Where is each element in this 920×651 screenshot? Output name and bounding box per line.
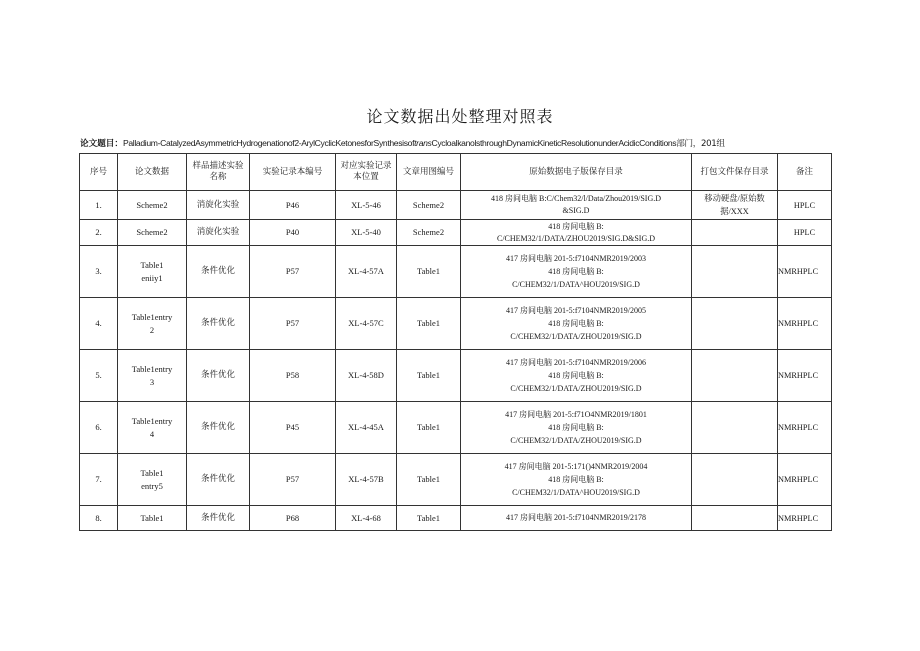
cell-sample-desc: 条件优化: [187, 454, 250, 506]
cell-archive: 移动硬盘/原始数据/XXX: [692, 191, 778, 220]
header-raw-path: 原始数据电子版保存目录: [461, 154, 692, 191]
cell-record-pos: XL-4-58D: [336, 350, 397, 402]
cell-raw-path: [461, 506, 692, 531]
cell-archive: [692, 506, 778, 531]
cell-sample-desc: 消旋化实验: [187, 191, 250, 220]
path-line: &SIG.D: [562, 206, 590, 215]
header-record-pos: 对应实验记录本位置: [336, 154, 397, 191]
table-row: [80, 506, 832, 531]
paper-subject-line: [80, 137, 910, 149]
cell-notebook-no: P57: [250, 298, 336, 350]
path-line: 418 房间电脑 B:: [548, 267, 604, 276]
cell-remark: NMRHPLC: [778, 506, 832, 531]
path-line: C/CHEM32/1/DATA/ZHOU2019/SIG.D: [510, 436, 642, 445]
header-archive: 打包文件保存目录: [692, 154, 778, 191]
path-line: C/CHEM32/1/DATA^HOU2019/SIG.D: [512, 488, 640, 497]
cell-archive: [692, 220, 778, 246]
table-header-row: [80, 154, 832, 191]
cell-raw-path: [461, 350, 692, 402]
cell-paper-data: [118, 298, 187, 350]
cell-sample-desc: 条件优化: [187, 350, 250, 402]
cell-raw-path: [461, 191, 692, 220]
cell-sample-desc: 条件优化: [187, 402, 250, 454]
cell-archive: [692, 350, 778, 402]
paper-data-line: Table1: [140, 467, 164, 478]
cell-sample-desc: 条件优化: [187, 246, 250, 298]
cell-remark: NMRHPLC: [778, 246, 832, 298]
table-row: [80, 220, 832, 246]
cell-raw-path: [461, 220, 692, 246]
cell-sample-desc: 消旋化实验: [187, 220, 250, 246]
cell-paper-data: Scheme2: [118, 220, 187, 246]
paper-data-line: entry5: [141, 480, 163, 491]
paper-data-line: 3: [149, 376, 155, 387]
cell-figure-no: Table1: [397, 298, 461, 350]
cell-record-pos: XL-4-57A: [336, 246, 397, 298]
table-row: [80, 298, 832, 350]
subject-suffix: 部门，201组: [676, 139, 725, 149]
path-line: 418 房间电脑 B:: [548, 319, 604, 328]
cell-notebook-no: P68: [250, 506, 336, 531]
cell-record-pos: XL-4-57B: [336, 454, 397, 506]
cell-no: 7.: [80, 454, 118, 506]
cell-record-pos: XL-5-40: [336, 220, 397, 246]
cell-notebook-no: P40: [250, 220, 336, 246]
paper-data-line: eniiy1: [141, 272, 163, 283]
cell-raw-path: [461, 454, 692, 506]
cell-remark: NMRHPLC: [778, 402, 832, 454]
cell-archive: [692, 402, 778, 454]
cell-no: 1.: [80, 191, 118, 220]
path-line: 418 房间电脑 B:: [548, 423, 604, 432]
cell-raw-path: [461, 298, 692, 350]
cell-no: 5.: [80, 350, 118, 402]
table-row: [80, 246, 832, 298]
path-line: 417 房间电脑 201-5:f7104NMR2019/2006: [506, 358, 646, 367]
path-line: C/CHEM32/1/DATA/ZHOU2019/SIG.D: [510, 332, 642, 341]
table-row: [80, 402, 832, 454]
table-row: [80, 350, 832, 402]
header-paper-data: 论文数据: [118, 154, 187, 191]
cell-record-pos: XL-4-68: [336, 506, 397, 531]
cell-no: 2.: [80, 220, 118, 246]
cell-no: 6.: [80, 402, 118, 454]
cell-notebook-no: P46: [250, 191, 336, 220]
cell-paper-data: [118, 350, 187, 402]
path-line: C/CHEM32/1/DATA/ZHOU2019/SIG.D: [510, 384, 642, 393]
path-line: 418 房间电脑 B:C/Chem32/l/Data/Zhou2019/SIG.D: [491, 194, 661, 203]
subject-label: 论文题目：: [80, 139, 123, 149]
subject-text: Palladium-CatalyzedAsymmetricHydrogenationof2-ArylCyclicKetonesforSynthesisof: [122, 138, 415, 148]
cell-remark: NMRHPLC: [778, 454, 832, 506]
header-figure-no: 文章用图编号: [397, 154, 461, 191]
paper-data-line: 4: [149, 428, 155, 439]
header-notebook-no: 实验记录本编号: [250, 154, 336, 191]
cell-figure-no: Table1: [397, 506, 461, 531]
cell-figure-no: Table1: [397, 246, 461, 298]
header-remark: 备注: [778, 154, 832, 191]
cell-archive: [692, 246, 778, 298]
cell-figure-no: Scheme2: [397, 191, 461, 220]
cell-no: 3.: [80, 246, 118, 298]
cell-archive: [692, 298, 778, 350]
cell-figure-no: Table1: [397, 350, 461, 402]
subject-text-2: CycloalkanolsthroughDynamicKineticResolutionunderAcidicConditions: [431, 138, 677, 148]
path-line: 417 房间电脑 201-5:171()4NMR2019/2004: [504, 462, 648, 471]
cell-notebook-no: P57: [250, 454, 336, 506]
path-line: C/CHEM32/1/DATA/ZHOU2019/SIG.D&SIG.D: [496, 233, 656, 243]
data-source-table: [79, 153, 832, 531]
cell-remark: HPLC: [778, 191, 832, 220]
cell-no: 8.: [80, 506, 118, 531]
cell-record-pos: XL-4-45A: [336, 402, 397, 454]
path-line: 418 房间电脑 B:: [548, 475, 604, 484]
cell-notebook-no: P58: [250, 350, 336, 402]
cell-remark: HPLC: [778, 220, 832, 246]
table-row: [80, 191, 832, 220]
cell-raw-path: [461, 402, 692, 454]
path-line: C/CHEM32/1/DATA^HOU2019/SIG.D: [512, 280, 640, 289]
cell-paper-data: Table1: [118, 506, 187, 531]
cell-record-pos: XL-5-46: [336, 191, 397, 220]
cell-no: 4.: [80, 298, 118, 350]
cell-paper-data: Scheme2: [118, 191, 187, 220]
subject-italic: trans: [414, 138, 432, 148]
cell-notebook-no: P45: [250, 402, 336, 454]
cell-paper-data: [118, 246, 187, 298]
cell-sample-desc: 条件优化: [187, 298, 250, 350]
path-line: 418 房间电脑 B:: [548, 371, 604, 380]
path-line: 417 房间电脑 201-5:f71O4NMR2019/1801: [505, 410, 647, 419]
cell-record-pos: XL-4-57C: [336, 298, 397, 350]
page-title: 论文数据出处整理对照表: [366, 107, 554, 126]
table-row: [80, 454, 832, 506]
paper-data-line: Table1entry: [131, 415, 173, 426]
cell-raw-path: [461, 246, 692, 298]
cell-sample-desc: 条件优化: [187, 506, 250, 531]
header-no: 序号: [80, 154, 118, 191]
path-line: 417 房间电脑 201-5:f7104NMR2019/2178: [506, 513, 646, 522]
cell-paper-data: [118, 402, 187, 454]
header-sample-desc: 样品描述实验名称: [187, 154, 250, 191]
cell-remark: NMRHPLC: [778, 298, 832, 350]
paper-data-line: Table1entry: [131, 363, 173, 374]
paper-data-line: 2: [149, 324, 155, 335]
cell-paper-data: [118, 454, 187, 506]
cell-remark: NMRHPLC: [778, 350, 832, 402]
paper-data-line: Table1entry: [131, 311, 173, 322]
cell-notebook-no: P57: [250, 246, 336, 298]
path-line: 418 房间电脑 B:: [548, 221, 604, 231]
path-line: 417 房间电脑 201-5:f7104NMR2019/2005: [506, 306, 646, 315]
cell-figure-no: Table1: [397, 402, 461, 454]
cell-archive: [692, 454, 778, 506]
cell-figure-no: Scheme2: [397, 220, 461, 246]
paper-data-line: Table1: [140, 259, 164, 270]
cell-figure-no: Table1: [397, 454, 461, 506]
path-line: 417 房间电脑 201-5:f7104NMR2019/2003: [506, 254, 646, 263]
